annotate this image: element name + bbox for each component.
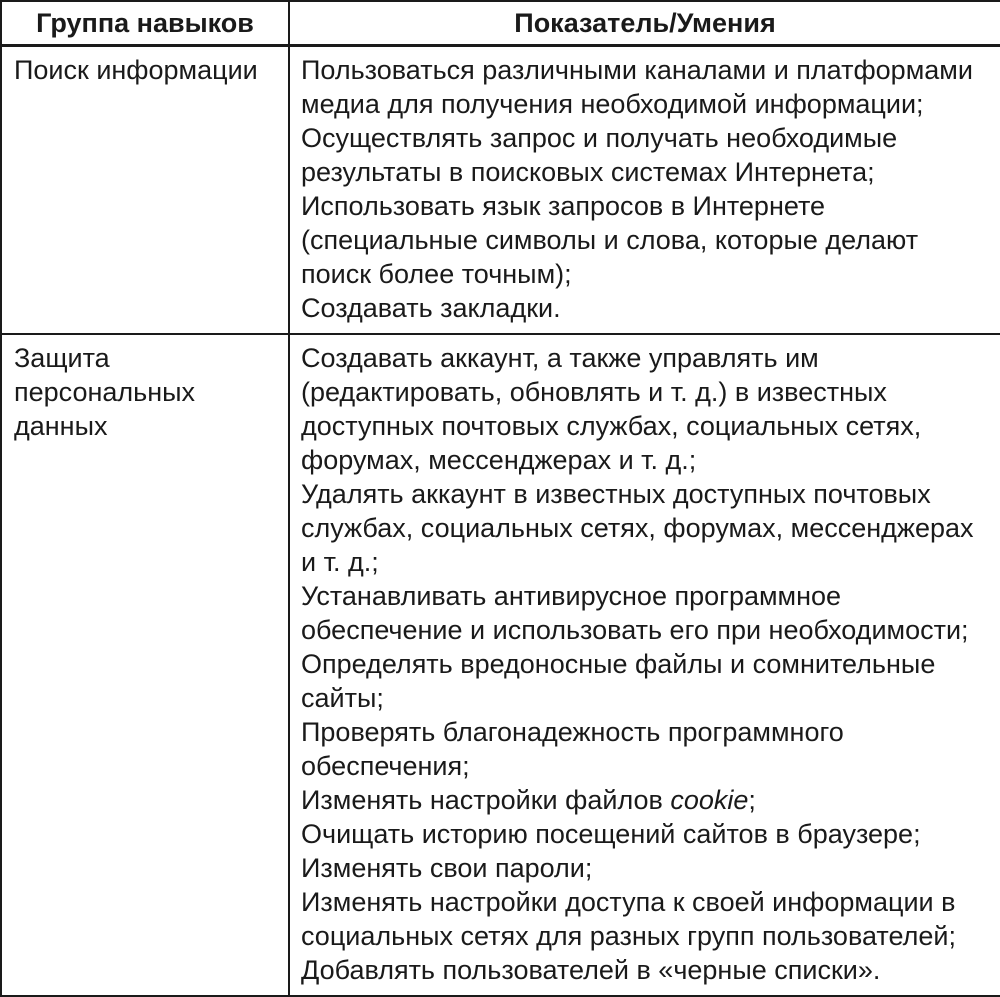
skill-item: Создавать закладки. <box>301 293 561 323</box>
skill-item: Изменять настройки доступа к своей информации в социальных сетях для разных групп пользователей; <box>301 887 956 951</box>
skill-item: Использовать язык запросов в Интернете (специальные символы и слова, которые делают поиск более точным); <box>301 191 919 289</box>
skill-item: Определять вредоносные файлы и сомнительные сайты; <box>301 649 936 713</box>
header-skills-column: Показатель/Умения <box>289 1 1000 46</box>
table-header-row <box>1 1 1000 46</box>
group-label: Поиск информации <box>14 55 258 85</box>
skill-item: Проверять благонадежность программного обеспечения; <box>301 717 844 781</box>
skill-item: Пользоваться различными каналами и платформами медиа для получения необходимой информации; <box>301 55 973 119</box>
group-cell <box>1 334 289 996</box>
header-group-column: Группа навыков <box>1 1 289 46</box>
group-cell <box>1 46 289 335</box>
skill-item: Изменять настройки файлов cookie; <box>301 785 756 815</box>
skill-item: Очищать историю посещений сайтов в браузере; <box>301 819 921 849</box>
group-label: Защита персональных данных <box>14 343 196 441</box>
table-row <box>1 334 1000 996</box>
skills-cell <box>289 46 1000 335</box>
skill-item: Создавать аккаунт, а также управлять им (редактировать, обновлять и т. д.) в известных доступных почтовых службах, социальных сетях, форумах, мессенджерах и т. д.; <box>301 343 922 475</box>
skill-item: Добавлять пользователей в «черные списки». <box>301 955 881 985</box>
skill-item: Изменять свои пароли; <box>301 853 593 883</box>
skill-item: Удалять аккаунт в известных доступных почтовых службах, социальных сетях, форумах, мессенджерах и т. д.; <box>301 479 974 577</box>
skill-item: Осуществлять запрос и получать необходимые результаты в поисковых системах Интернета; <box>301 123 898 187</box>
table-body <box>1 46 1000 997</box>
skills-cell <box>289 334 1000 996</box>
table-row <box>1 46 1000 335</box>
skill-item: Устанавливать антивирусное программное обеспечение и использовать его при необходимости; <box>301 581 969 645</box>
